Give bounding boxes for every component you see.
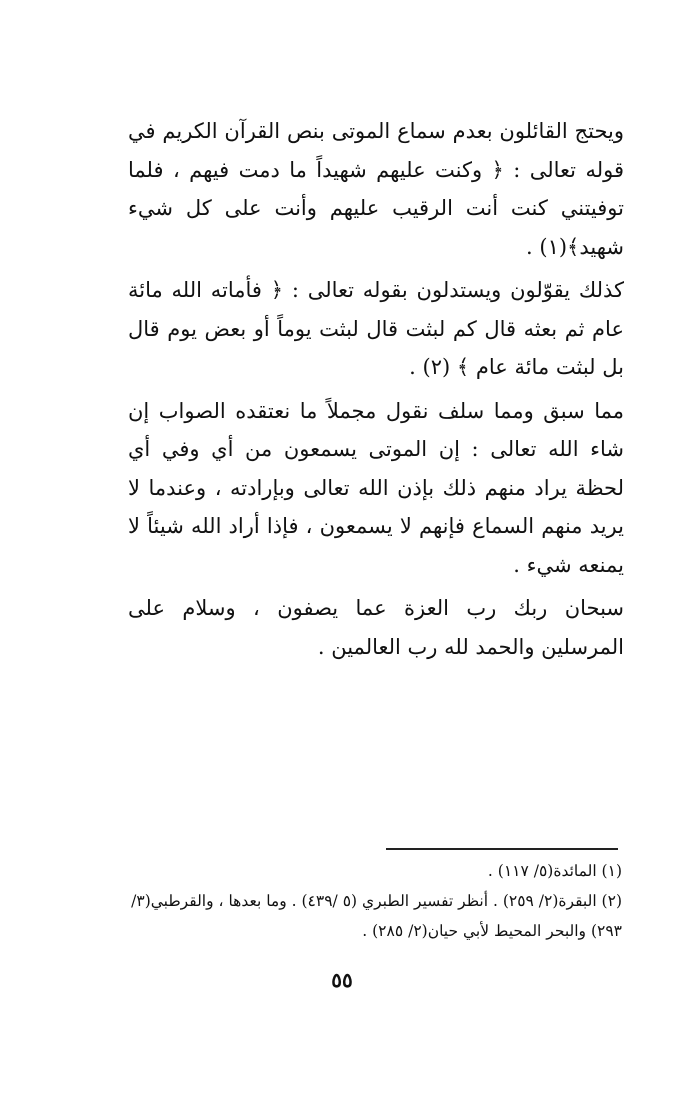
paragraph-4: سبحان ربك رب العزة عما يصفون ، وسلام على المرسلين والحمد لله رب العالمين . [128,596,624,659]
page-number: ٥٥ [331,968,353,992]
footnote-1: (١) المائدة(٥/ ١١٧) . [487,862,622,880]
footnote-2: (٢) البقرة(٢/ ٢٥٩) . أنظر تفسير الطبري (٥ /٤٣٩) . وما بعدها ، والقرطبي(٣/ ٢٩٣) والبحر المحيط لأبي حيان(٢/ ٢٨٥) . [131,892,622,940]
footnotes [128,856,622,946]
paragraph-1: ويحتج القائلون بعدم سماع الموتى بنص القرآن الكريم في قوله تعالى : ﴿ وكنت عليهم شهيداً ما دمت فيهم ، فلما توفيتني كنت أنت الرقيب عليهم وأنت على كل شيء شهيد﴾(١) . [128,119,624,259]
paragraph-3: مما سبق ومما سلف نقول مجملاً ما نعتقده الصواب إن شاء الله تعالى : إن الموتى يسمعون من أي وفي أي لحظة يراد منهم ذلك بإذن الله تعالى وبإرادته ، وعندما لا يريد منهم السماع فإنهم لا يسمعون ، فإذا أراد الله شيئاً لا يمنعه شيء . [128,398,624,577]
footnote-separator [386,848,618,850]
main-text [128,112,624,671]
paragraph-2: كذلك يقوّلون ويستدلون بقوله تعالى : ﴿ فأماته الله مائة عام ثم بعثه قال كم لبثت قال لبثت يوماً أو بعض يوم قال بل لبثت مائة عام ﴾ (٢) . [128,278,624,379]
